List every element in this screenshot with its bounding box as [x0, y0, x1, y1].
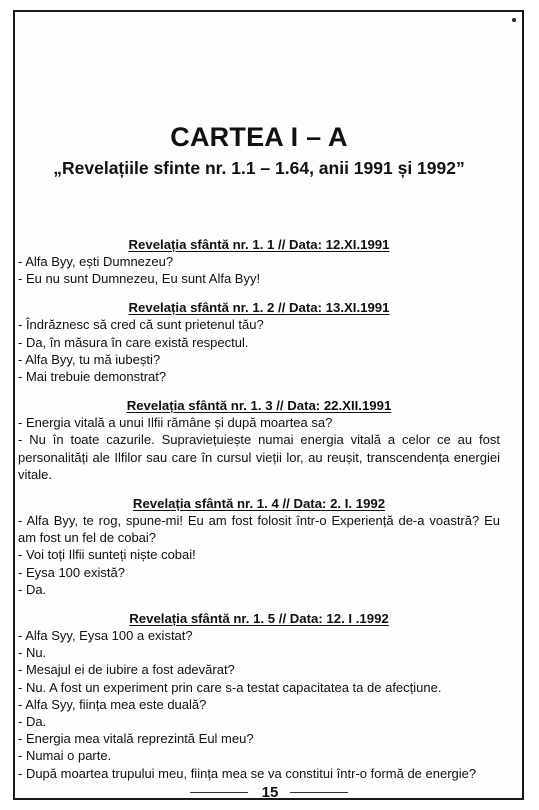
dialogue-line: - Da. — [18, 714, 47, 730]
dialogue-line: - Voi toți Ilfii sunteți niște cobai! — [18, 547, 196, 563]
dialogue-line: - După moartea trupului meu, ființa mea se va constitui într-o formă de energie? — [18, 765, 477, 781]
page-number: 15 — [261, 784, 279, 801]
footer-rule — [190, 792, 248, 793]
dialogue-line: - Nu în toate cazurile. Supraviețuiește numai energia vitală a celor ce au fost personalități ale Ilfilor sau care în cursul vieții lor, au reușit, transcendența energiei vitale. — [18, 432, 500, 482]
revelation-heading: Revelația sfântă nr. 1. 2 // Data: 13.XI.1991 — [128, 300, 390, 316]
book-subtitle: „Revelațiile sfinte nr. 1.1 – 1.64, anii 1991 și 1992” — [53, 158, 465, 178]
corner-mark — [512, 18, 516, 22]
dialogue-line: - Alfa Syy, ființa mea este duală? — [18, 696, 207, 712]
revelation-section — [18, 299, 500, 385]
dialogue-line: - Eu nu sunt Dumnezeu, Eu sunt Alfa Byy! — [18, 271, 261, 287]
revelations-list — [18, 236, 500, 782]
dialogue-line: - Alfa Byy, tu mă iubești? — [18, 351, 161, 367]
revelation-section — [18, 397, 500, 483]
dialogue-line: - Numai o parte. — [18, 748, 112, 764]
dialogue-line: - Nu. A fost un experiment prin care s-a testat capacitatea ta de afecțiune. — [18, 679, 442, 695]
footer-rule — [290, 792, 348, 793]
dialogue-line: - Nu. — [18, 645, 47, 661]
dialogue-line: - Alfa Byy, ești Dumnezeu? — [18, 254, 174, 269]
page-content — [18, 120, 500, 794]
revelation-heading: Revelația sfântă nr. 1. 3 // Data: 22.XII.1991 — [126, 398, 392, 414]
dialogue-line: - Îndrăznesc să cred că sunt prietenul tău? — [18, 317, 264, 333]
revelation-heading: Revelația sfântă nr. 1. 5 // Data: 12. I .1992 — [129, 611, 389, 627]
page-footer — [0, 784, 539, 802]
book-title: CARTEA I – A — [170, 122, 348, 152]
dialogue-line: - Alfa Syy, Eysa 100 a existat? — [18, 628, 193, 644]
revelation-heading: Revelația sfântă nr. 1. 1 // Data: 12.XI.1991 — [128, 237, 390, 252]
dialogue-line: - Energia mea vitală reprezintă Eul meu? — [18, 731, 254, 747]
dialogue-line: - Energia vitală a unui Ilfii rămâne și după moartea sa? — [18, 415, 333, 431]
dialogue-line: - Da, în măsura în care există respectul. — [18, 334, 249, 350]
dialogue-line: - Mesajul ei de iubire a fost adevărat? — [18, 662, 235, 678]
revelation-section — [18, 610, 500, 782]
dialogue-line: - Eysa 100 există? — [18, 564, 125, 580]
dialogue-line: - Da. — [18, 581, 47, 597]
revelation-heading: Revelația sfântă nr. 1. 4 // Data: 2. I. 1992 — [132, 496, 386, 512]
dialogue-line: - Alfa Byy, te rog, spune-mi! Eu am fost folosit într-o Experiență de-a voastră? Eu am fost un fel de cobai? — [18, 513, 500, 546]
revelation-section — [18, 236, 500, 287]
revelation-section — [18, 495, 500, 598]
dialogue-line: - Mai trebuie demonstrat? — [18, 369, 167, 385]
